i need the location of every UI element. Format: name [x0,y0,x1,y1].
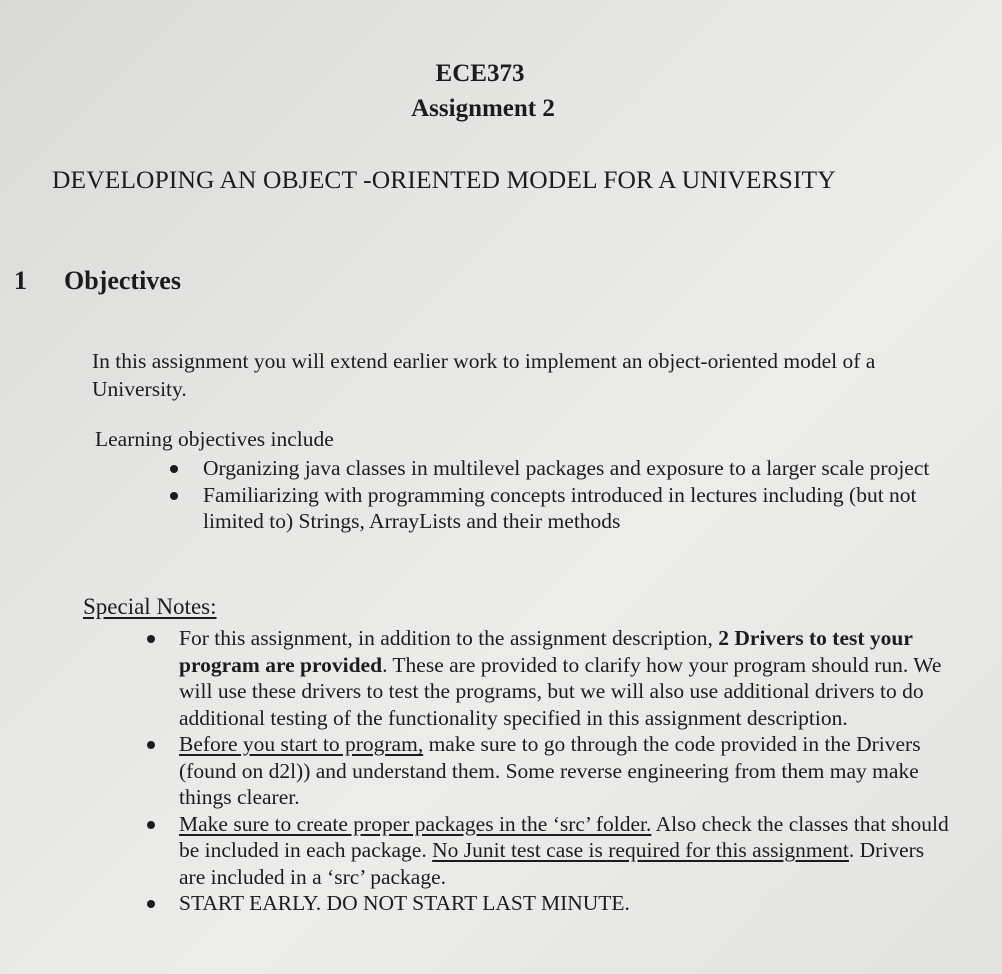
list-item-text: Organizing java classes in multilevel packages and exposure to a larger scale project [203,456,930,480]
bullet-icon [147,900,155,908]
bullet-icon [147,821,155,829]
document-title: DEVELOPING AN OBJECT -ORIENTED MODEL FOR A UNIVERSITY [52,165,836,194]
bullet-icon [170,492,178,500]
learning-objectives-list [203,455,963,535]
note-text: . Drivers are included in a ‘src’ package. [179,838,925,889]
note-text: . These are provided to clarify how your program should run. We will use these drivers to test the programs, but we will also use additional drivers to do additional testing of the functionality specified in this assignment description. [179,652,942,730]
note-underlined-text: No Junit test case is required for this assignment [432,838,849,862]
list-item [203,455,963,482]
special-notes-list [179,625,949,917]
bullet-icon [170,465,178,473]
intro-paragraph: In this assignment you will extend earlier work to implement an object-oriented model of a University. [92,349,876,401]
list-item-text: Familiarizing with programming concepts introduced in lectures including (but not limited to) Strings, ArrayLists and their methods [203,482,917,533]
note-text: START EARLY. DO NOT START LAST MINUTE. [179,891,630,915]
list-item [179,811,949,891]
special-notes-label: Special Notes: [83,594,217,619]
note-underlined-text: Make sure to create proper packages in the ‘src’ folder. [179,811,652,836]
list-item [179,625,949,731]
bullet-icon [147,741,155,749]
section-number: 1 [14,266,27,295]
bullet-icon [147,635,155,643]
list-item [179,731,949,811]
learning-objectives-label: Learning objectives include [95,427,334,451]
note-underlined-text: Before you start to program, [179,732,424,756]
note-text: Also check the classes that should be included in each package. [179,811,949,862]
list-item [179,890,949,917]
note-text: For this assignment, in addition to the assignment description, [179,626,719,650]
course-code: ECE373 [435,60,525,87]
assignment-number: Assignment 2 [411,95,555,122]
note-text: make sure to go through the code provided in the Drivers (found on d2l)) and understand them. Some reverse engineering from them may make things clearer. [179,732,921,809]
section-title: Objectives [64,266,181,295]
list-item [203,482,963,535]
note-bold-text: 2 Drivers to test your program are provided [179,626,913,677]
